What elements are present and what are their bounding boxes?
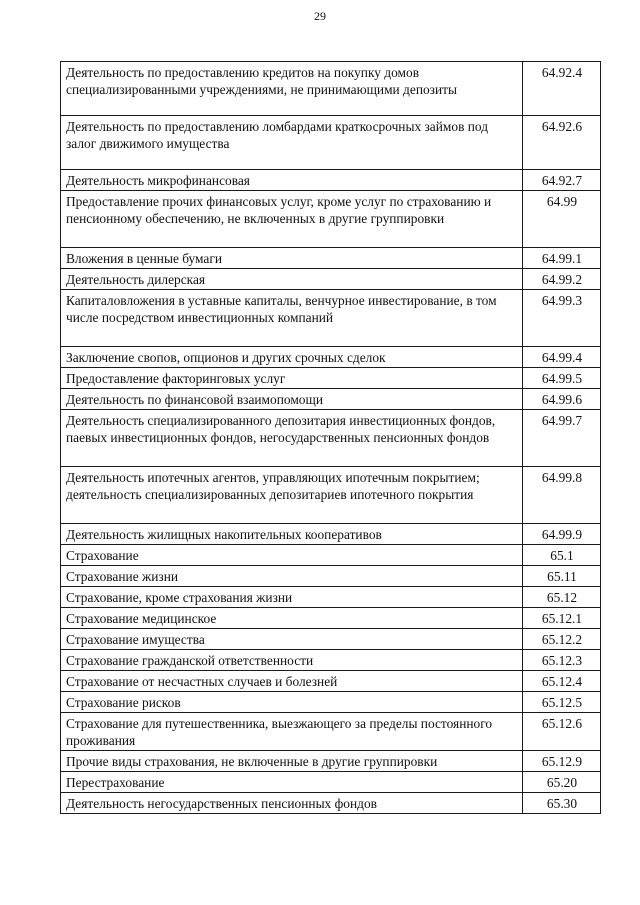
table-row bbox=[61, 566, 601, 587]
activity-code: 64.92.4 bbox=[523, 62, 601, 116]
activity-code: 64.99.8 bbox=[523, 467, 601, 524]
table-row bbox=[61, 368, 601, 389]
activity-name: Страхование от несчастных случаев и болезней bbox=[61, 671, 523, 692]
activity-code: 65.12.4 bbox=[523, 671, 601, 692]
activity-name: Перестрахование bbox=[61, 772, 523, 793]
activity-name: Страхование медицинское bbox=[61, 608, 523, 629]
table-row bbox=[61, 587, 601, 608]
table-row bbox=[61, 629, 601, 650]
activity-code: 64.99.9 bbox=[523, 524, 601, 545]
table-row bbox=[61, 524, 601, 545]
table-row bbox=[61, 793, 601, 814]
table-row bbox=[61, 772, 601, 793]
activity-name: Деятельность по предоставлению кредитов на покупку домов специализированными учреждениями, не принимающими депозиты bbox=[61, 62, 523, 116]
activity-code: 65.12.6 bbox=[523, 713, 601, 751]
activity-name: Деятельность по финансовой взаимопомощи bbox=[61, 389, 523, 410]
activity-name: Страхование, кроме страхования жизни bbox=[61, 587, 523, 608]
activity-name: Капиталовложения в уставные капиталы, венчурное инвестирование, в том числе посредством инвестиционных компаний bbox=[61, 290, 523, 347]
table-row bbox=[61, 116, 601, 170]
activity-name: Страхование для путешественника, выезжающего за пределы постоянного проживания bbox=[61, 713, 523, 751]
activity-name: Деятельность негосударственных пенсионных фондов bbox=[61, 793, 523, 814]
activity-code: 65.12 bbox=[523, 587, 601, 608]
table-row bbox=[61, 410, 601, 467]
activity-name: Деятельность дилерская bbox=[61, 269, 523, 290]
page-number: 29 bbox=[314, 9, 326, 23]
table-row bbox=[61, 467, 601, 524]
activity-code: 64.99.2 bbox=[523, 269, 601, 290]
activity-code: 64.99.5 bbox=[523, 368, 601, 389]
activity-name: Вложения в ценные бумаги bbox=[61, 248, 523, 269]
table-row bbox=[61, 671, 601, 692]
activity-name: Деятельность ипотечных агентов, управляющих ипотечным покрытием; деятельность специализированных депозитариев ипотечного покрытия bbox=[61, 467, 523, 524]
activity-name: Деятельность микрофинансовая bbox=[61, 170, 523, 191]
table-row bbox=[61, 170, 601, 191]
table-row bbox=[61, 608, 601, 629]
activity-name: Страхование имущества bbox=[61, 629, 523, 650]
table-row bbox=[61, 751, 601, 772]
activity-code: 65.1 bbox=[523, 545, 601, 566]
activity-code: 65.20 bbox=[523, 772, 601, 793]
activity-name: Предоставление прочих финансовых услуг, кроме услуг по страхованию и пенсионному обеспечению, не включенных в другие группировки bbox=[61, 191, 523, 248]
activity-name: Деятельность по предоставлению ломбардами краткосрочных займов под залог движимого имущества bbox=[61, 116, 523, 170]
activity-code: 65.12.9 bbox=[523, 751, 601, 772]
okved-table bbox=[60, 61, 601, 814]
activity-code: 64.99.4 bbox=[523, 347, 601, 368]
activity-code: 65.12.5 bbox=[523, 692, 601, 713]
activity-code: 64.99.6 bbox=[523, 389, 601, 410]
table-row bbox=[61, 290, 601, 347]
activity-code: 64.92.7 bbox=[523, 170, 601, 191]
activity-name: Деятельность специализированного депозитария инвестиционных фондов, паевых инвестиционных фондов, негосударственных пенсионных фондов bbox=[61, 410, 523, 467]
activity-code: 64.99.3 bbox=[523, 290, 601, 347]
table-row bbox=[61, 692, 601, 713]
table-row bbox=[61, 713, 601, 751]
activity-name: Страхование bbox=[61, 545, 523, 566]
activity-code: 65.12.1 bbox=[523, 608, 601, 629]
table-row bbox=[61, 389, 601, 410]
activity-name: Предоставление факторинговых услуг bbox=[61, 368, 523, 389]
activity-code: 64.99 bbox=[523, 191, 601, 248]
activity-code: 64.99.1 bbox=[523, 248, 601, 269]
table-row bbox=[61, 62, 601, 116]
activity-code: 65.30 bbox=[523, 793, 601, 814]
activity-code: 64.99.7 bbox=[523, 410, 601, 467]
activity-name: Страхование гражданской ответственности bbox=[61, 650, 523, 671]
activity-name: Прочие виды страхования, не включенные в другие группировки bbox=[61, 751, 523, 772]
table-row bbox=[61, 347, 601, 368]
activity-code: 64.92.6 bbox=[523, 116, 601, 170]
table-row bbox=[61, 248, 601, 269]
activity-name: Деятельность жилищных накопительных кооперативов bbox=[61, 524, 523, 545]
activity-name: Страхование жизни bbox=[61, 566, 523, 587]
table-row bbox=[61, 650, 601, 671]
table-row bbox=[61, 191, 601, 248]
activity-code: 65.11 bbox=[523, 566, 601, 587]
activity-code: 65.12.2 bbox=[523, 629, 601, 650]
activity-name: Страхование рисков bbox=[61, 692, 523, 713]
activity-name: Заключение свопов, опционов и других срочных сделок bbox=[61, 347, 523, 368]
activity-code: 65.12.3 bbox=[523, 650, 601, 671]
table-row bbox=[61, 545, 601, 566]
table-row bbox=[61, 269, 601, 290]
